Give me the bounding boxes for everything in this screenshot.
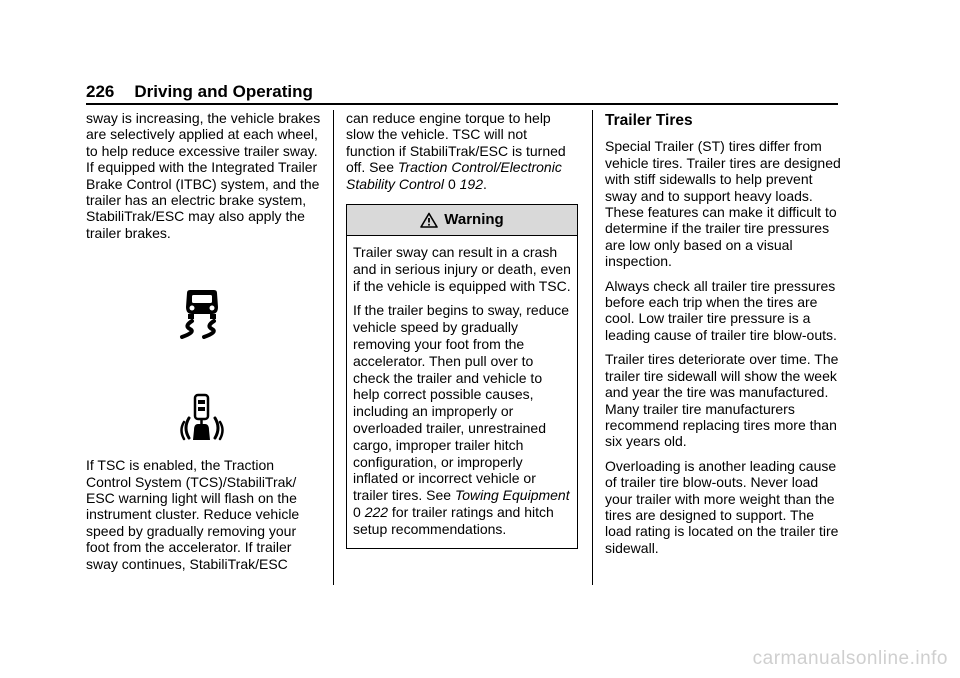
trailer-sway-icon: [180, 392, 224, 444]
col1-paragraph-2: If TSC is enabled, the Traction Control System (TCS)/StabiliTrak/ ESC warning light will flash on the instrument cluster. Reduce vehicle speed by gradually removing your foot from the accelerator. If trailer sway continues, StabiliTrak/ESC: [86, 457, 300, 572]
page-ref-symbol: 0: [447, 175, 456, 192]
traction-control-link[interactable]: Traction Control/Electronic Stability Control: [346, 159, 562, 192]
stabilitrak-skid-icon: [176, 287, 228, 339]
warning-header: [347, 205, 577, 236]
col3-paragraph-3: Trailer tires deteriorate over time. The trailer tire sidewall will show the week and year the tire was manufactured. Many trailer tire manufacturers recommend replacing tires more than six years old.: [605, 351, 839, 450]
page-ref-symbol: 0: [353, 503, 361, 520]
warning-title: Warning: [444, 210, 504, 228]
col3-paragraph-1: Special Trailer (ST) tires differ from vehicle tires. Trailer tires are designed with stiff sidewalls to help prevent sway and to support heavy loads. These features can make it difficult to determine if the trailer tire pressures are low only based on a visual inspection.: [605, 138, 841, 270]
section-title: Driving and Operating: [134, 82, 313, 101]
page-ref-222[interactable]: 222: [364, 503, 389, 520]
page-header: [86, 82, 313, 102]
col3-paragraph-4: Overloading is another leading cause of trailer tire blow-outs. Never load your trailer with more weight than the tires are designed to support. The load rating is located on the trailer tire sidewall.: [605, 457, 839, 556]
warning-paragraph-1: Trailer sway can result in a crash and in serious injury or death, even if the vehicle is equipped with TSC.: [353, 244, 571, 294]
column-3: [605, 110, 841, 564]
col1-paragraph-1: sway is increasing, the vehicle brakes are selectively applied at each wheel, to help reduce excessive trailer sway. If equipped with the Integrated Trailer Brake Control (ITBC) system, and the trailer has an electric brake system, StabiliTrak/ESC may also apply the trailer brakes.: [86, 110, 321, 241]
warning-triangle-icon: [420, 212, 438, 228]
towing-equipment-link[interactable]: Towing Equipment: [454, 487, 570, 504]
warning-box: [346, 204, 578, 549]
page-number: 226: [86, 82, 115, 101]
column-1: [86, 110, 322, 580]
warning-body: [347, 236, 577, 548]
warning-paragraph-2: If the trailer begins to sway, reduce vehicle speed by gradually removing your foot from the accelerator. Then pull over to check the trailer and vehicle to help correct possible causes, including an improperly or overloaded trailer, unrestrained cargo, improper trailer hitch configuration, or improperly inflated or incorrect vehicle or trailer tires. See Towing Equipment 0 222 for trailer ratings and hitch setup recommendations.: [353, 302, 570, 537]
watermark: carmanualsonline.info: [752, 648, 948, 669]
col3-paragraph-2: Always check all trailer tire pressures before each trip when the tires are cool. Low trailer tire pressure is a leading cause of trailer tire blow-outs.: [605, 277, 837, 343]
header-rule: [86, 103, 838, 105]
column-2: [346, 110, 578, 549]
col2-paragraph-1: can reduce engine torque to help slow the vehicle. TSC will not function if StabiliTrak/ESC is turned off. See Traction Control/Electronic Stability Control 0 192.: [346, 110, 566, 192]
page-ref-192[interactable]: 192: [459, 175, 483, 192]
column-divider-right: [592, 110, 593, 585]
column-divider-left: [333, 110, 334, 585]
section-heading-trailer-tires: Trailer Tires: [605, 112, 693, 129]
